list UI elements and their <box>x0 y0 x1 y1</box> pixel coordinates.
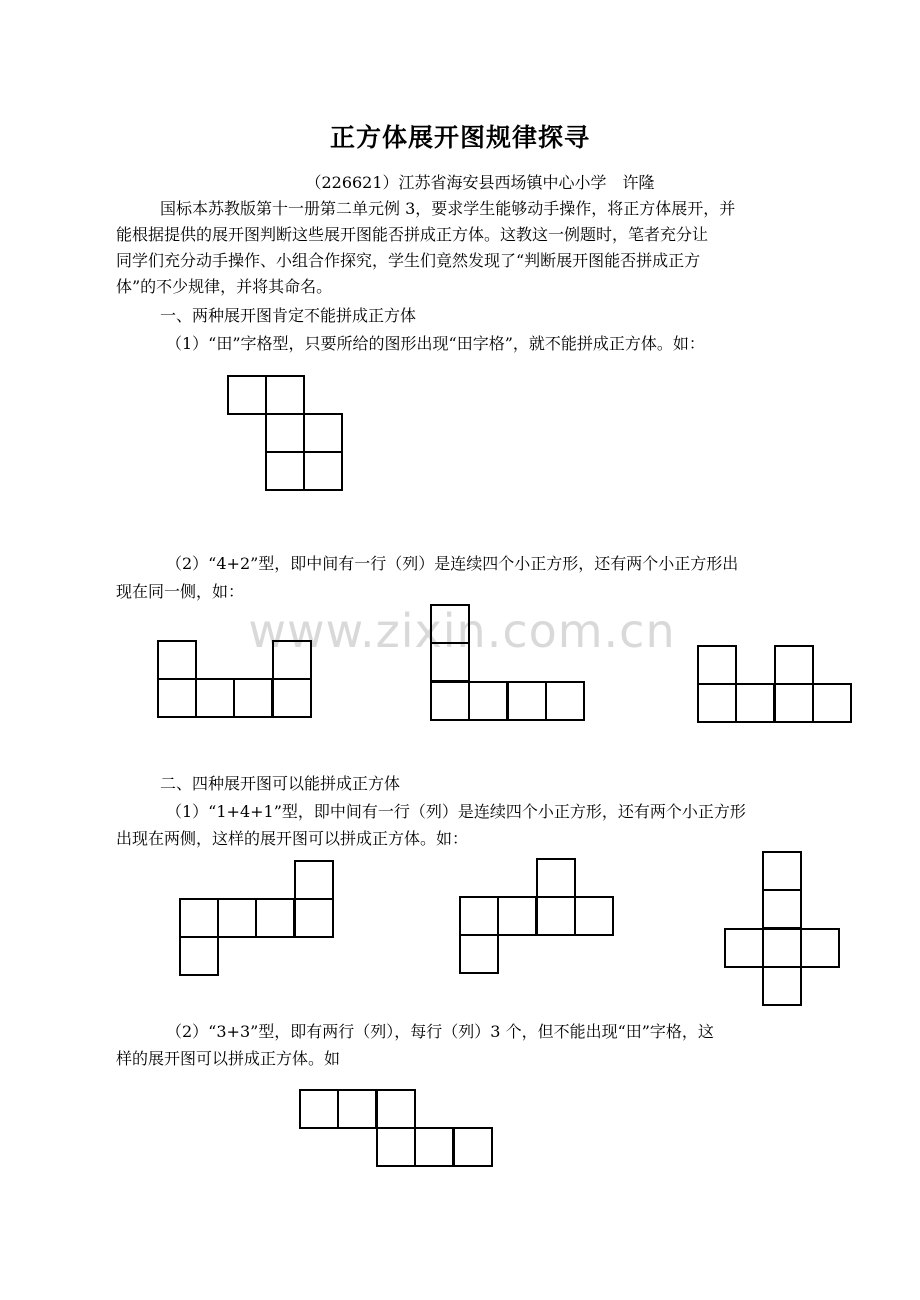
net-3-3 <box>300 1090 492 1166</box>
net-1-4-1-b <box>460 859 613 973</box>
section-1-item-2-line-1: （2）“4+2”型，即中间有一行（列）是连续四个小正方形，还有两个小正方形出 <box>166 554 739 573</box>
net-4-2-c <box>698 646 851 722</box>
section-1-item-2-line-2: 现在同一侧，如： <box>116 582 245 601</box>
section-2-item-1-line-2: 出现在两侧，这样的展开图可以拼成正方体。如： <box>116 829 469 848</box>
section-2-heading: 二、四种展开图可以能拼成正方体 <box>160 774 401 793</box>
section-2-item-2-line-1: （2）“3+3”型，即有两行（列），每行（列）3 个，但不能出现“田”字格，这 <box>166 1022 714 1041</box>
page-title: 正方体展开图规律探寻 <box>329 123 590 152</box>
net-4-2-b <box>431 605 584 720</box>
intro-line-1: 国标本苏教版第十一册第二单元例 3，要求学生能够动手操作，将正方体展开，并 <box>160 199 736 218</box>
author-line: （226621）江苏省海安县西场镇中心小学 许隆 <box>305 173 655 192</box>
net-4-2-a <box>158 641 311 717</box>
net-1-4-1-c <box>725 852 839 1005</box>
watermark: www.zixin.com.cn <box>248 604 676 658</box>
intro-line-2: 能根据提供的展开图判断这些展开图能否拼成正方体。这教这一例题时，笔者充分让 <box>116 225 709 244</box>
intro-line-3: 同学们充分动手操作、小组合作探究，学生们竟然发现了“判断展开图能否拼成正方 <box>116 251 701 270</box>
intro-line-4: 体”的不少规律，并将其命名。 <box>116 277 333 296</box>
section-2-item-2-line-2: 样的展开图可以拼成正方体。如 <box>116 1049 341 1068</box>
section-2-item-1-line-1: （1）“1+4+1”型，即中间有一行（列）是连续四个小正方形，还有两个小正方形 <box>166 802 746 821</box>
net-tian-grid <box>228 376 342 490</box>
section-1-heading: 一、两种展开图肯定不能拼成正方体 <box>160 306 417 325</box>
section-1-item-1: （1）“田”字格型，只要所给的图形出现“田字格”，就不能拼成正方体。如： <box>166 334 705 353</box>
net-1-4-1-a <box>180 861 333 975</box>
